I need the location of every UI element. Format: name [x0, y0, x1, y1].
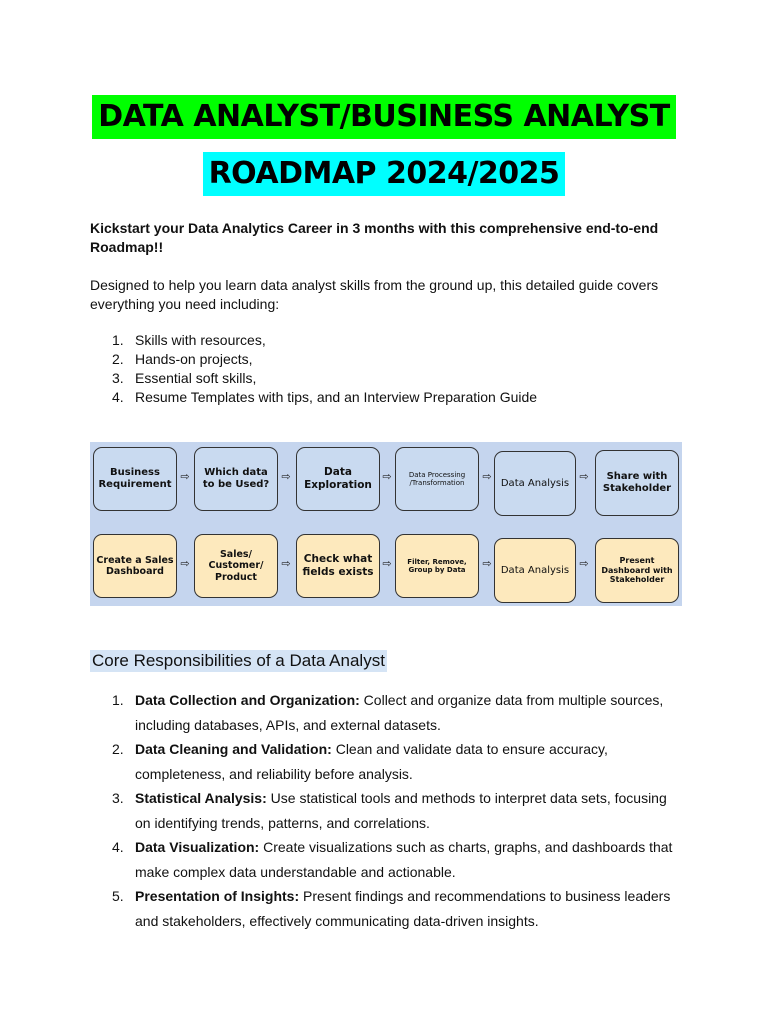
- list-number: 1.: [112, 332, 124, 348]
- skills-list: [90, 331, 690, 407]
- list-item-text: Essential soft skills,: [135, 370, 257, 386]
- list-item-title: Data Collection and Organization:: [135, 692, 360, 708]
- page-title-line-1: DATA ANALYST/BUSINESS ANALYST: [92, 95, 676, 139]
- list-item-line: [135, 835, 690, 860]
- flow-box-data-exploration: Data Exploration: [296, 447, 380, 511]
- list-item-title: Data Visualization:: [135, 839, 260, 855]
- list-item: [90, 331, 690, 350]
- flow-arrow-icon: ⇨: [180, 557, 190, 570]
- flow-arrow-icon: ⇨: [382, 557, 392, 570]
- flow-box-business-requirement: Business Requirement: [93, 447, 177, 511]
- responsibilities-list: [90, 688, 690, 933]
- list-number: 4.: [112, 839, 124, 855]
- list-item-title: Data Cleaning and Validation:: [135, 741, 332, 757]
- list-number: 3.: [112, 790, 124, 806]
- list-item-line: [135, 737, 690, 762]
- flow-arrow-icon: ⇨: [382, 470, 392, 483]
- list-item-title: Presentation of Insights:: [135, 888, 300, 904]
- list-item: [90, 369, 690, 388]
- list-item-text: Resume Templates with tips, and an Interview Preparation Guide: [135, 389, 538, 405]
- list-number: 3.: [112, 370, 124, 386]
- flow-box-data-analysis: Data Analysis: [494, 538, 576, 603]
- flow-box-data-processing: Data Processing /Transformation: [395, 447, 479, 511]
- flow-box-sales-customer-product: Sales/ Customer/ Product: [194, 534, 278, 598]
- list-item: [90, 688, 690, 737]
- list-item: [90, 835, 690, 884]
- list-item: [90, 884, 690, 933]
- page-title-line-2: ROADMAP 2024/2025: [203, 152, 566, 196]
- list-number: 2.: [112, 351, 124, 367]
- flow-box-data-analysis: Data Analysis: [494, 451, 576, 516]
- flow-arrow-icon: ⇨: [180, 470, 190, 483]
- list-item-text: Clean and validate data to ensure accuracy,: [331, 741, 608, 757]
- list-item-line: [135, 884, 690, 909]
- flow-box-share-with-stakeholder: Share with Stakeholder: [595, 450, 679, 516]
- section-heading: Core Responsibilities of a Data Analyst: [92, 651, 385, 670]
- title-line-1-wrapper: [0, 95, 768, 139]
- title-line-2-wrapper: [0, 152, 768, 196]
- flow-box-check-fields: Check what fields exists: [296, 534, 380, 598]
- flow-arrow-icon: ⇨: [482, 557, 492, 570]
- list-item: [90, 388, 690, 407]
- intro-headline: Kickstart your Data Analytics Career in 3 months with this comprehensive end-to-end Roadmap!!: [90, 220, 659, 255]
- list-item-line: on identifying trends, patterns, and correlations.: [135, 814, 430, 831]
- list-item-line: including databases, APIs, and external datasets.: [135, 716, 441, 733]
- list-item-line: [135, 688, 690, 713]
- list-item-line: and stakeholders, effectively communicating data-driven insights.: [135, 912, 539, 929]
- flow-arrow-icon: ⇨: [482, 470, 492, 483]
- list-number: 1.: [112, 692, 124, 708]
- flow-box-create-sales-dashboard: Create a Sales Dashboard: [93, 534, 177, 598]
- list-item-line: make complex data understandable and actionable.: [135, 863, 456, 880]
- list-item-text: Use statistical tools and methods to interpret data sets, focusing: [266, 790, 667, 806]
- list-item-text: Hands-on projects,: [135, 351, 253, 367]
- flow-box-present-dashboard: Present Dashboard with Stakeholder: [595, 538, 679, 603]
- list-item-line: [135, 786, 690, 811]
- roadmap-flowchart: [90, 442, 682, 606]
- flow-arrow-icon: ⇨: [579, 470, 589, 483]
- list-number: 2.: [112, 741, 124, 757]
- flow-arrow-icon: ⇨: [281, 470, 291, 483]
- flow-box-filter-remove-group: Filter, Remove, Group by Data: [395, 534, 479, 598]
- list-item-title: Statistical Analysis:: [135, 790, 267, 806]
- list-item-text: Create visualizations such as charts, graphs, and dashboards that: [259, 839, 673, 855]
- flow-arrow-icon: ⇨: [281, 557, 291, 570]
- list-item: [90, 350, 690, 369]
- list-number: 5.: [112, 888, 124, 904]
- list-item: [90, 737, 690, 786]
- flow-arrow-icon: ⇨: [579, 557, 589, 570]
- list-item: [90, 786, 690, 835]
- intro-paragraph: Designed to help you learn data analyst skills from the ground up, this detailed guide covers everything you need including:: [90, 277, 659, 312]
- list-item-text: Skills with resources,: [135, 332, 266, 348]
- list-item-line: completeness, and reliability before analysis.: [135, 765, 413, 782]
- flow-box-which-data: Which data to be Used?: [194, 447, 278, 511]
- list-number: 4.: [112, 389, 124, 405]
- list-item-text: Present findings and recommendations to business leaders: [299, 888, 671, 904]
- list-item-text: Collect and organize data from multiple sources,: [359, 692, 664, 708]
